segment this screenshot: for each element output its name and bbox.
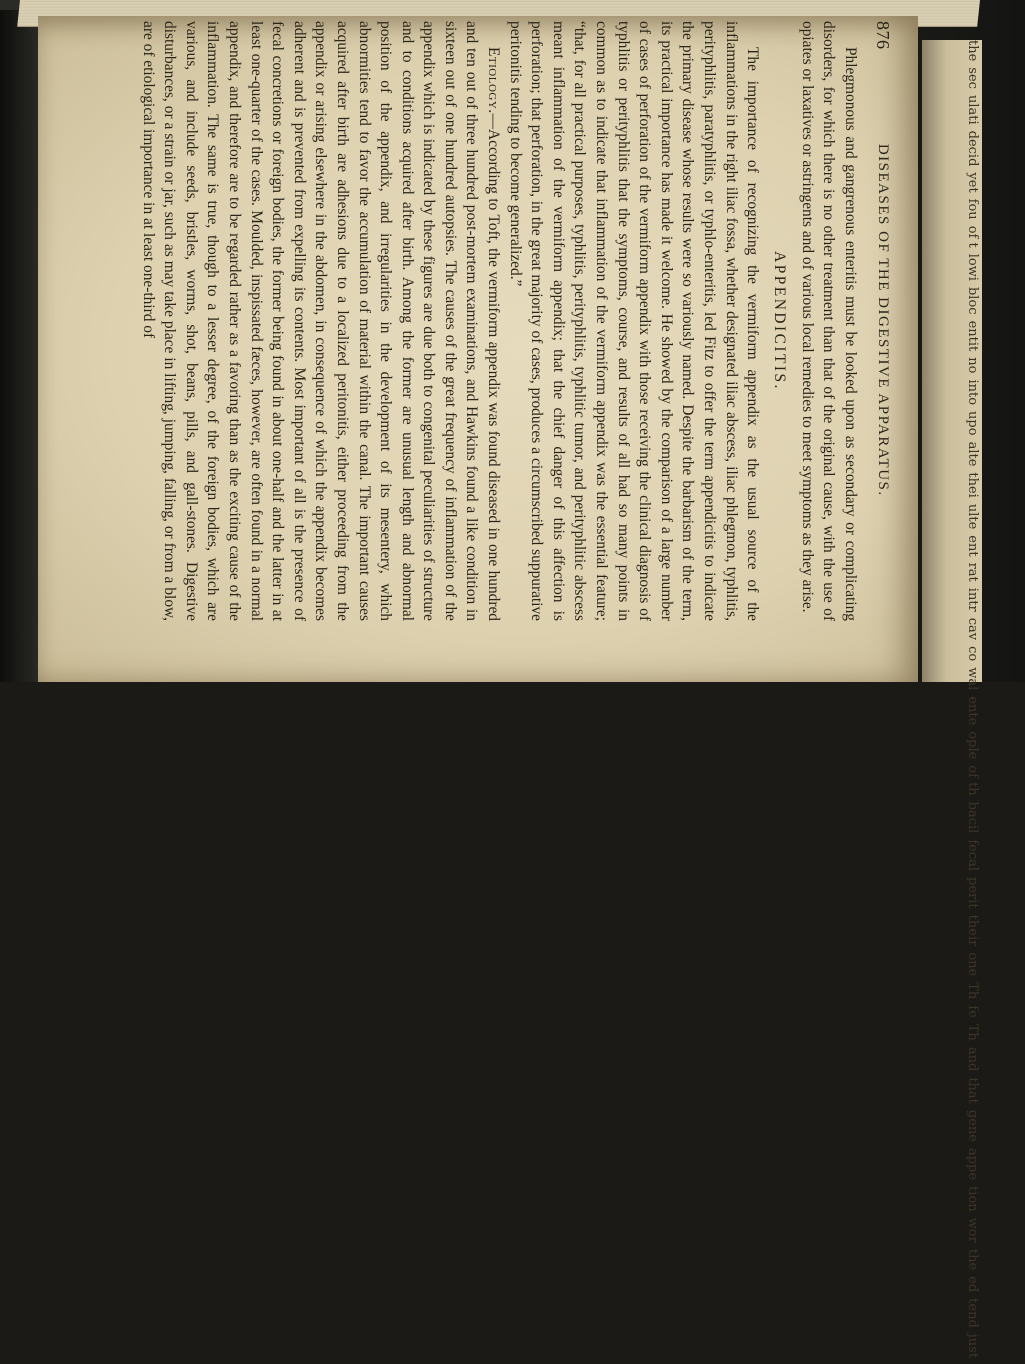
header-spacer [873,591,893,621]
facing-fragment: wal [965,667,980,691]
rotated-text-block [133,21,893,621]
facing-fragment: ople [965,731,980,760]
facing-fragment: that [965,1077,980,1104]
facing-fragment: fou [965,198,980,220]
facing-fragment: yet [965,172,980,193]
paragraph-importance: The importance of recognizing the vermiform appendix as the usual source of the inflammations in the right iliac fossa, whether designated iliac abscess, iliac phlegmon, typhlitis, perityphlitis, paratyphlitis, or typhlo-enteritis, led Fitz to offer the term appendicitis to indicate the primary disease whose results were so variously named. Despite the barbarism of the term, its practical importance has made it welcome. He showed by the comparison of a large number of cases of perforation of the vermiform appendix with those receiving the clinical diagnosis of typhlitis or perityphlitis that the symptoms, course, and results of all had so many points in common as to indicate that inflammation of the vermiform appendix was the essential feature; “that, for all practical purposes, typhlitis, perityphlitis, typhlitic tumor, and perityphlitic abscess meant inflammation of the vermiform appendix; that the chief danger of this affection is perforation; that perforation, in the great majority of cases, produces a circumscribed suppurative peritonitis tending to become generalized.” [506,21,762,621]
facing-fragment: ulati [965,94,980,125]
facing-fragment: the [965,40,980,62]
facing-fragment: lowi [965,253,980,281]
facing-fragment: decid [965,130,980,167]
book-page [38,16,918,682]
facing-fragment: co [965,646,980,662]
facing-fragment: upo [965,411,980,436]
page-number: 876 [873,21,893,50]
facing-fragment: tion [965,1186,980,1212]
facing-fragment: ulte [965,503,980,530]
facing-fragment: rat [965,562,980,582]
facing-fragment: wor [965,1217,980,1243]
section-title: APPENDICITIS. [771,251,789,391]
running-head: DISEASES OF THE DIGESTIVE APPARATUS. [875,143,891,497]
facing-fragment: sec [965,67,980,89]
facing-fragment: fecal [965,839,980,872]
facing-fragment: ed [965,1276,980,1293]
etiology-lead: Etiology. [485,47,503,114]
facing-fragment: Th [965,1023,980,1041]
etiology-text: —According to Toft, the vermiform appendix was found diseased in one hundred and ten out of three hundred post-mortem examinations, and Hawkins found a like condition in sixteen out of one hundred autopsies. The causes of the great frequency of inflammation of the appendix which is indicated by these figures are due both to congenital peculiarities of structure and to conditions acquired after birth. Among the former are unusual length and abnormal position of the appendix, and irregularities in the development of its mesentery, which abnormities tend to favor the accumulation of material within the canal. The important causes acquired after birth are adhesions due to a localized peritonitis, either proceeding from the appendix or arising elsewhere in the abdomen, in consequence of which the appendix becomes adherent and is prevented from expelling its contents. Most important of all is the presence of fecal concretions or foreign bodies, the former being found in about one-half and the latter in at least one-quarter of the cases. Moulded, inspissated fæces, however, are often found in a normal appendix, and therefore are to be regarded rather as a favoring than as the exciting cause of the inflammation. The same is true, though to a lesser degree, of the foreign bodies, which are various, and include seeds, bristles, worms, shot, beans, pills, and gall-stones. Digestive disturbances, or a strain or jar, such as may take place in lifting, jumping, falling, or from a blow, are of etiological importance in at least one-third of [139,21,503,621]
facing-fragment: one [965,952,980,977]
facing-fragment: of th [965,765,980,796]
facing-fragment: Th [965,982,980,1000]
facing-fragment: gene [965,1109,980,1142]
facing-fragment: just [965,1333,980,1359]
facing-fragment: the [965,1248,980,1271]
facing-fragment: appe [965,1147,980,1181]
facing-fragment: tend [965,1298,980,1328]
page-header [873,21,893,621]
facing-fragment: bacil [965,801,980,834]
facing-fragment: fe [965,1005,980,1018]
facing-fragment: no [965,357,980,374]
facing-fragment: alte [965,441,980,467]
facing-page-text [922,40,982,1359]
spine-shadow [0,10,40,682]
facing-fragment: perit [965,877,980,909]
facing-fragment: their [965,914,980,947]
facing-fragment: thei [965,472,980,498]
facing-page [922,40,982,1359]
paragraph-etiology [137,21,504,621]
facing-row [962,40,982,1359]
facing-fragment: bloc [965,286,980,315]
paragraph-enteritis: Phlegmonous and gangrenous enteritis must be looked upon as secondary or complicating disorders, for which there is no other treatment than that of the original cause, with the use of opiates or laxatives or astringents and of various local remedies to meet symptoms as they arise. [798,21,859,621]
facing-fragment: intr [965,587,980,612]
facing-fragment: and [965,1046,980,1072]
facing-fragment: entit [965,320,980,352]
facing-fragment: of t [965,225,980,248]
facing-fragment: into [965,379,980,406]
facing-fragment: cav [965,617,980,641]
facing-fragment: ente [965,696,980,726]
facing-fragment: ent [965,535,980,557]
